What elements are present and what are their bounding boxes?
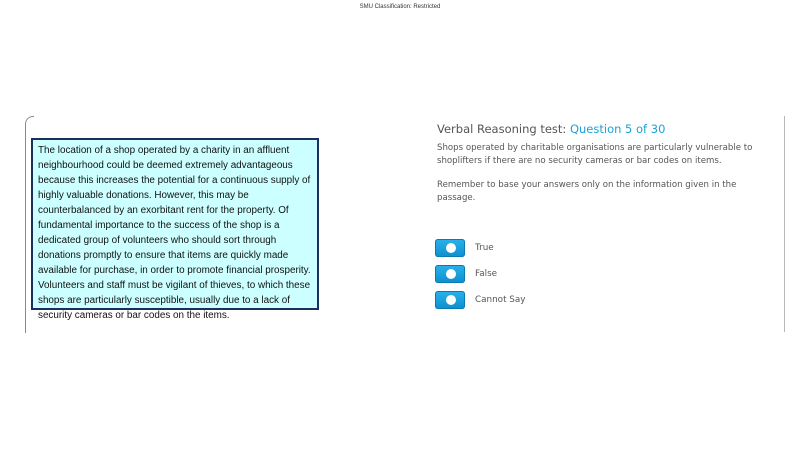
reading-passage	[31, 138, 319, 321]
toggle-knob	[446, 243, 456, 253]
content-frame-right-edge	[781, 116, 785, 332]
radio-toggle-icon[interactable]	[435, 239, 465, 257]
answer-options	[435, 238, 526, 316]
question-statement: Shops operated by charitable organisations are particularly vulnerable to shoplifters if there are no security cameras or bar codes on items.	[437, 143, 753, 166]
option-cannot-say[interactable]	[435, 290, 526, 309]
option-false[interactable]	[435, 264, 526, 283]
option-label: False	[475, 268, 498, 279]
question-counter: Question 5 of 30	[569, 122, 666, 136]
question-panel	[437, 121, 772, 205]
passage-text: The location of a shop operated by a charity in an affluent neighbourhood could be deemed extremely advantageous because this increases the potential for a continuous supply of highly valuable donations. However, this may be counterbalanced by an exorbitant rent for the property. Of fundamental importance to the success of the shop is a dedicated group of volunteers who should sort through donations promptly to ensure that items are quickly made available for purchase, in order to promote financial prosperity. Volunteers and staff must be vigilant of thieves, to which these shops are particularly susceptible, usually due to a lack of security cameras or bar codes on the items.	[38, 145, 311, 321]
radio-toggle-icon[interactable]	[435, 265, 465, 283]
question-header	[437, 121, 772, 137]
test-title: Verbal Reasoning test:	[437, 122, 567, 136]
option-true[interactable]	[435, 238, 526, 257]
classification-label: SMU Classification: Restricted	[359, 4, 441, 10]
question-reminder: Remember to base your answers only on the information given in the passage.	[437, 180, 737, 203]
radio-toggle-icon[interactable]	[435, 291, 465, 309]
option-label: True	[475, 242, 494, 253]
toggle-knob	[446, 269, 456, 279]
toggle-knob	[446, 295, 456, 305]
option-label: Cannot Say	[475, 294, 526, 305]
